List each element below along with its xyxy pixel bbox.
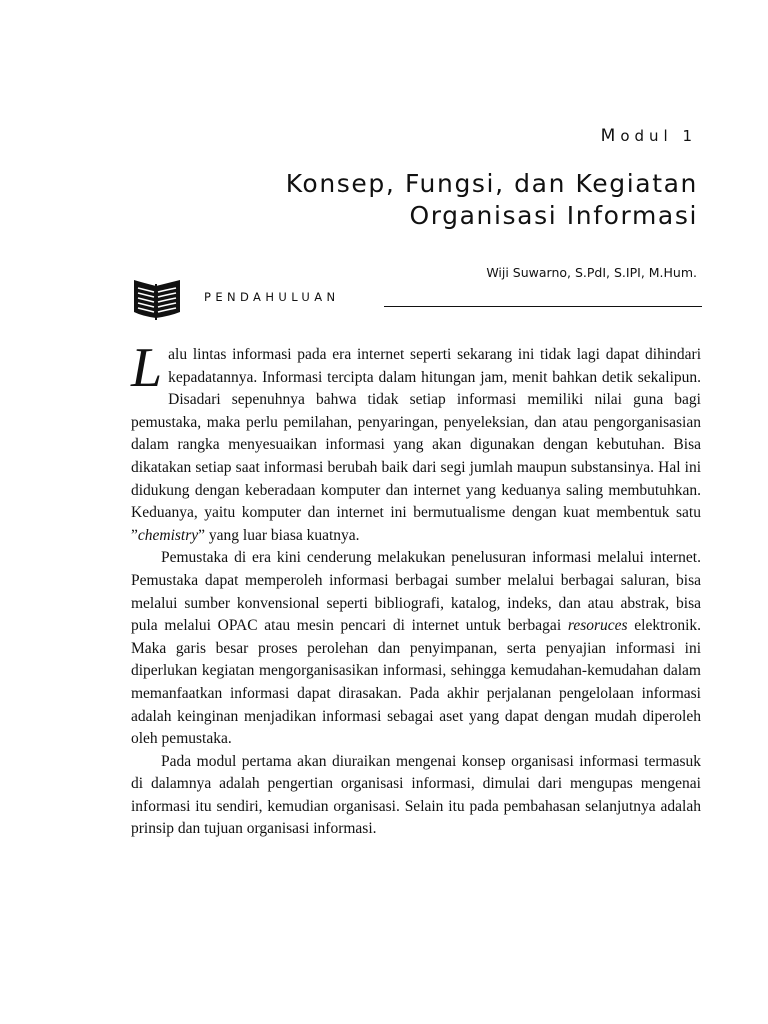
paragraph-2-italic: resoruces: [567, 617, 628, 635]
paragraph-1: [131, 337, 701, 547]
paragraph-2-text-b: elektronik. Maka garis besar proses perolehan dan penyimpanan, serta penyajian informasi ini diperlukan kegiatan mengorganisasikan informasi, sehingga kemudahan-kemudahan dalam memanfaatkan informasi dapat dirasakan. Pada akhir perjalanan pengelolaan informasi adalah keinginan menjadikan informasi sebagai aset yang dapat dengan mudah diperoleh oleh pemustaka.: [131, 617, 702, 748]
author-name: Wiji Suwarno, S.PdI, S.IPI, M.Hum.: [486, 265, 697, 280]
book-icon: [132, 276, 182, 320]
module-label-rest: odul 1: [620, 127, 697, 145]
chapter-title: [218, 168, 698, 232]
drop-cap: L: [131, 337, 163, 399]
paragraph-2-text-a: Pemustaka di era kini cenderung melakukan penelusuran informasi melalui internet. Pemustaka dapat memperoleh informasi berbagai sumber melalui berbagai saluran, bisa melalui sumber konvensional seperti bibliografi, katalog, indeks, dan atau abstrak, bisa pula melalui OPAC atau mesin pencari di internet untuk berbagai: [131, 549, 701, 635]
section-heading: PENDAHULUAN: [204, 290, 340, 304]
paragraph-2: [131, 547, 701, 750]
body-text: [131, 337, 702, 841]
chapter-title-line-1: Konsep, Fungsi, dan Kegiatan: [285, 169, 698, 198]
module-label: [601, 126, 697, 146]
paragraph-1-italic: chemistry: [137, 526, 199, 544]
module-label-initial: M: [600, 126, 621, 146]
paragraph-1-text-a: alu lintas informasi pada era internet seperti sekarang ini tidak lagi dapat dihindari kepadatannya. Informasi tercipta dalam hitungan jam, menit bahkan detik sekalipun. Disadari sepenuhnya bahwa tidak setiap informasi memiliki nilai guna bagi pemustaka, maka perlu pemilahan, penyaringan, penyeleksian, dan atau pengorganisasian dalam rangka menyesuaikan informasi yang akan digunakan dengan kebutuhan. Bisa dikatakan setiap saat informasi berubah baik dari segi jumlah maupun substansinya. Hal ini didukung dengan keberadaan komputer dan internet yang keduanya saling membutuhkan. Keduanya, yaitu komputer dan internet ini bermutualisme dengan kuat membentuk satu ”: [131, 346, 701, 544]
paragraph-3: Pada modul pertama akan diuraikan mengenai konsep organisasi informasi termasuk di dalamnya adalah pengertian organisasi informasi, dimulai dari mengupas mengenai informasi itu sendiri, kemudian organisasi. Selain itu pada pembahasan selanjutnya adalah prinsip dan tujuan organisasi informasi.: [131, 752, 701, 838]
chapter-title-line-2: Organisasi Informasi: [409, 201, 698, 230]
section-rule: [384, 306, 702, 307]
paragraph-1-text-b: ” yang luar biasa kuatnya.: [198, 526, 360, 544]
